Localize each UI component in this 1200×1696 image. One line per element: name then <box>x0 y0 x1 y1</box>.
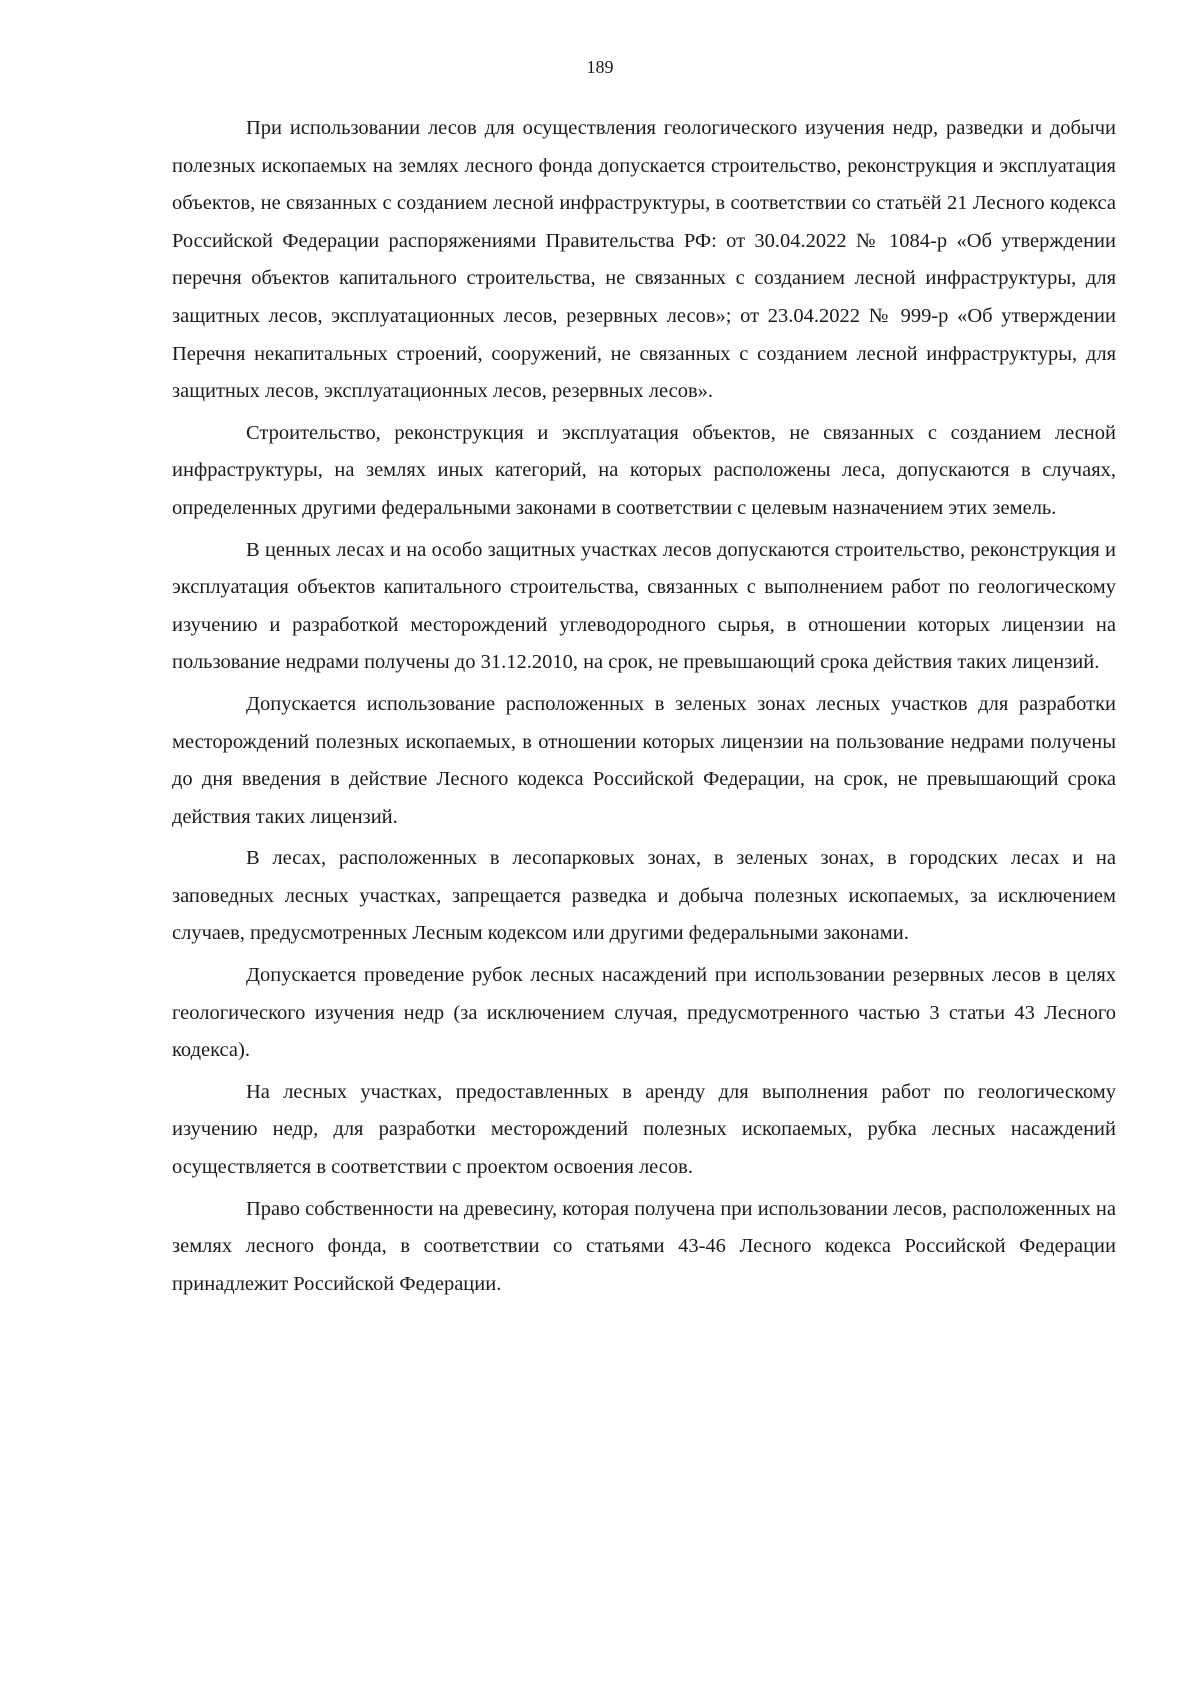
paragraph-8: Право собственности на древесину, которая получена при использовании лесов, расположенных на землях лесного фонда, в соответствии со статьями 43-46 Лесного кодекса Российской Федерации принадлежит Российской Федерации. <box>172 1197 1116 1295</box>
paragraph-3: В ценных лесах и на особо защитных участках лесов допускаются строительство, реконструкция и эксплуатация объектов капитального строительства, связанных с выполнением работ по геологическому изучению и разработкой месторождений углеводородного сырья, в отношении которых лицензии на пользование недрами получены до 31.12.2010, на срок, не превышающий срока действия таких лицензий. <box>172 538 1116 674</box>
paragraph-7: На лесных участках, предоставленных в аренду для выполнения работ по геологическому изучению недр, для разработки месторождений полезных ископаемых, рубка лесных насаждений осуществляется в соответствии с проектом освоения лесов. <box>172 1080 1116 1179</box>
document-body <box>172 110 1116 1307</box>
paragraph-6: Допускается проведение рубок лесных насаждений при использовании резервных лесов в целях геологического изучения недр (за исключением случая, предусмотренного частью 3 статьи 43 Лесного кодекса). <box>172 964 1116 1062</box>
paragraph-5: В лесах, расположенных в лесопарковых зонах, в зеленых зонах, в городских лесах и на заповедных лесных участках, запрещается разведка и добыча полезных ископаемых, за исключением случаев, предусмотренных Лесным кодексом или другими федеральными законами. <box>172 847 1116 945</box>
page-number: 189 <box>586 57 614 77</box>
paragraph-1: При использовании лесов для осуществления геологического изучения недр, разведки и добычи полезных ископаемых на землях лесного фонда допускается строительство, реконструкция и эксплуатация объектов, не связанных с созданием лесной инфраструктуры, в соответствии со статьёй 21 Лесного кодекса Российской Федерации распоряжениями Правительства РФ: от 30.04.2022 № 1084-р «Об утверждении перечня объектов капитального строительства, не связанных с созданием лесной инфраструктуры, для защитных лесов, эксплуатационных лесов, резервных лесов»; от 23.04.2022 № 999-р «Об утверждении Перечня некапитальных строений, сооружений, не связанных с созданием лесной инфраструктуры, для защитных лесов, эксплуатационных лесов, резервных лесов». <box>172 117 1116 403</box>
paragraph-4: Допускается использование расположенных в зеленых зонах лесных участков для разработки месторождений полезных ископаемых, в отношении которых лицензии на пользование недрами получены до дня введения в действие Лесного кодекса Российской Федерации, на срок, не превышающий срока действия таких лицензий. <box>172 692 1116 828</box>
paragraph-2: Строительство, реконструкция и эксплуатация объектов, не связанных с созданием лесной инфраструктуры, на землях иных категорий, на которых расположены леса, допускаются в случаях, определенных другими федеральными законами в соответствии с целевым назначением этих земель. <box>172 421 1116 519</box>
